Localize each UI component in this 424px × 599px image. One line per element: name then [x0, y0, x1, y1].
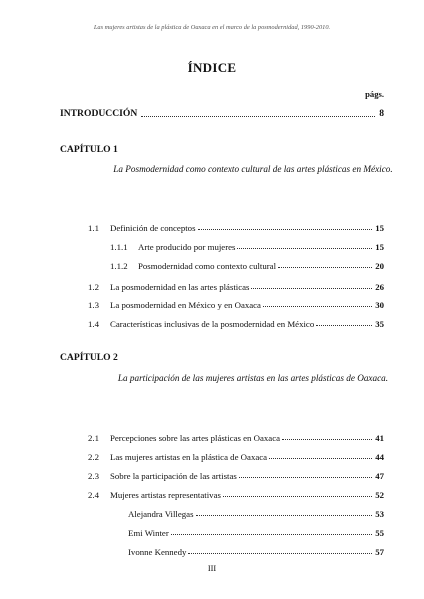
- toc-entry-2-3[interactable]: [88, 467, 384, 481]
- toc-entry-label: Características inclusivas de la posmodernidad en México: [110, 319, 315, 329]
- toc-entry-page: 20: [375, 261, 384, 271]
- toc-entry-number: 1.3: [88, 300, 99, 310]
- toc-entry-number: 2.3: [88, 471, 99, 481]
- toc-entry-label: La posmodernidad en las artes plásticas: [110, 282, 250, 292]
- running-header: Las mujeres artistas de la plástica de Oaxaca en el marco de la posmodernidad, 1990-2010.: [93, 24, 331, 31]
- chapter-2-subtitle: La participación de las mujeres artistas en las artes plásticas de Oaxaca.: [117, 373, 389, 383]
- toc-entry-page: 35: [375, 319, 384, 329]
- leader-dots: [316, 325, 372, 326]
- toc-entry-page: 15: [375, 242, 384, 252]
- toc-entry-page: 15: [375, 223, 384, 233]
- toc-entry-number: 1.1: [88, 223, 99, 233]
- toc-entry-number: 2.2: [88, 452, 99, 462]
- toc-entry-label: Ivonne Kennedy: [128, 547, 187, 557]
- toc-entry-1-2[interactable]: [88, 278, 384, 292]
- leader-dots: [198, 229, 373, 230]
- toc-entry-2-1[interactable]: [88, 429, 384, 443]
- toc-entry-page: 8: [379, 108, 384, 119]
- leader-dots: [282, 439, 372, 440]
- leader-dots: [239, 477, 372, 478]
- page-number: III: [207, 564, 217, 573]
- chapter-2-heading: CAPÍTULO 2: [60, 352, 118, 363]
- leader-dots: [141, 116, 375, 117]
- toc-entry-label: Arte producido por mujeres: [138, 242, 236, 252]
- leader-dots: [237, 248, 372, 249]
- toc-entry-label: Definición de conceptos: [110, 223, 196, 233]
- pages-column-label: págs.: [365, 89, 384, 99]
- toc-entry-label: La posmodernidad en México y en Oaxaca: [110, 300, 261, 310]
- page-title: ÍNDICE: [187, 60, 237, 75]
- toc-entry-number: 2.1: [88, 433, 99, 443]
- leader-dots: [171, 534, 372, 535]
- toc-entry-1-1-2[interactable]: [110, 257, 384, 271]
- leader-dots: [196, 515, 373, 516]
- toc-entry-1-3[interactable]: [88, 296, 384, 310]
- leader-dots: [278, 267, 372, 268]
- toc-entry-page: 30: [375, 300, 384, 310]
- toc-entry-page: 26: [375, 282, 384, 292]
- toc-entry-label: Mujeres artistas representativas: [110, 490, 221, 500]
- toc-entry-artist-villegas[interactable]: [128, 505, 384, 519]
- toc-entry-number: 1.1.2: [110, 261, 128, 271]
- toc-entry-artist-winter[interactable]: [128, 524, 384, 538]
- leader-dots: [263, 306, 372, 307]
- toc-entry-number: 1.1.1: [110, 242, 128, 252]
- toc-entry-page: 52: [375, 490, 384, 500]
- leader-dots: [188, 553, 372, 554]
- toc-entry-2-4[interactable]: [88, 486, 384, 500]
- toc-entry-number: 1.2: [88, 282, 99, 292]
- toc-entry-1-1-1[interactable]: [110, 238, 384, 252]
- toc-entry-page: 41: [375, 433, 384, 443]
- chapter-1-subtitle: La Posmodernidad como contexto cultural de las artes plásticas en México.: [113, 164, 393, 174]
- toc-entry-page: 44: [375, 452, 384, 462]
- toc-entry-1-1[interactable]: [88, 219, 384, 233]
- toc-entry-page: 53: [375, 509, 384, 519]
- toc-entry-artist-kennedy[interactable]: [128, 543, 384, 557]
- toc-entry-2-2[interactable]: [88, 448, 384, 462]
- toc-entry-label: Percepciones sobre las artes plásticas en Oaxaca: [110, 433, 280, 443]
- toc-entry-label: Posmodernidad como contexto cultural: [138, 261, 277, 271]
- toc-entry-1-4[interactable]: [88, 315, 384, 329]
- leader-dots: [223, 496, 372, 497]
- toc-entry-page: 47: [375, 471, 384, 481]
- toc-entry-number: 2.4: [88, 490, 99, 500]
- toc-entry-label: Las mujeres artistas en la plástica de Oaxaca: [110, 452, 268, 462]
- leader-dots: [251, 288, 372, 289]
- toc-entry-number: 1.4: [88, 319, 99, 329]
- toc-entry-page: 55: [375, 528, 384, 538]
- toc-entry-label: Emi Winter: [128, 528, 169, 538]
- toc-entry-introduction[interactable]: [60, 108, 384, 119]
- chapter-1-heading: CAPÍTULO 1: [60, 144, 118, 155]
- toc-entry-label: Sobre la participación de las artistas: [110, 471, 237, 481]
- toc-entry-page: 57: [375, 547, 384, 557]
- toc-entry-label: Alejandra Villegas: [128, 509, 194, 519]
- toc-entry-label: INTRODUCCIÓN: [60, 108, 138, 119]
- leader-dots: [269, 458, 372, 459]
